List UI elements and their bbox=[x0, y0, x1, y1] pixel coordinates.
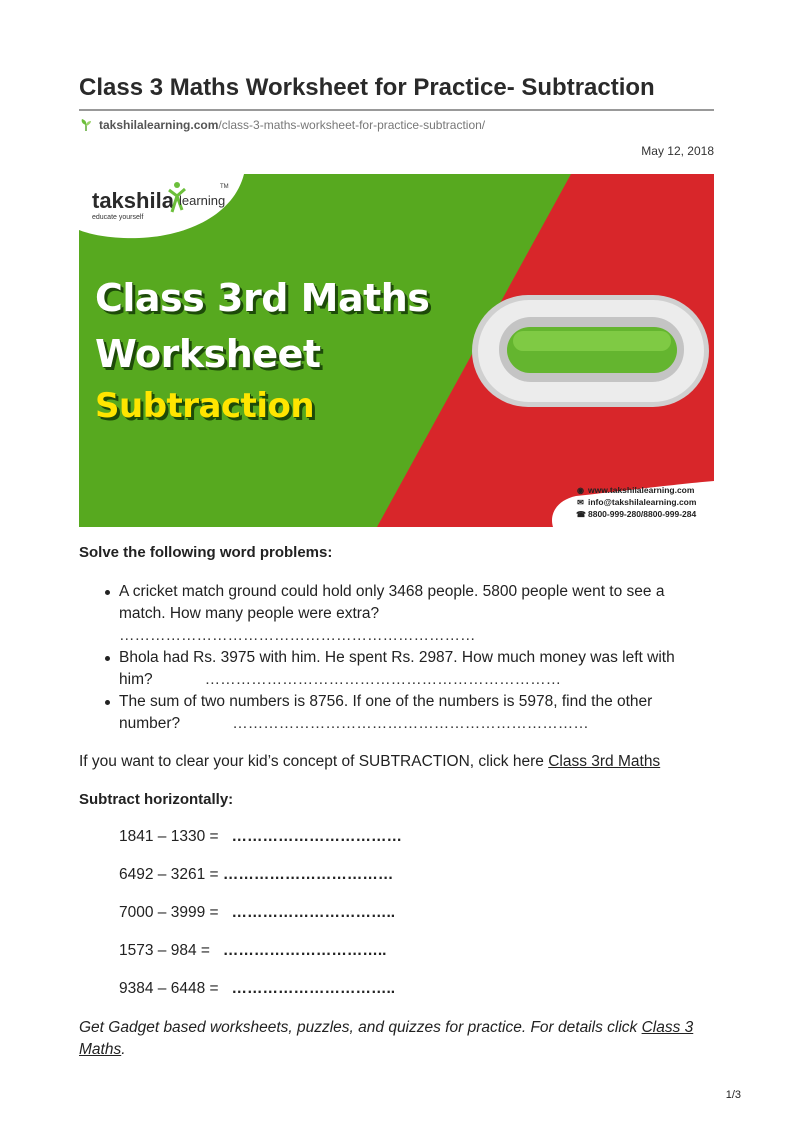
contact-email: info@takshilalearning.com bbox=[588, 497, 697, 507]
logo-tagline: educate yourself bbox=[92, 214, 144, 221]
page-title: Class 3 Maths Worksheet for Practice- Subtraction bbox=[79, 74, 655, 101]
globe-icon: ◉ bbox=[577, 485, 584, 495]
answer-dots: …………………………… bbox=[222, 866, 394, 883]
calc-expression: 1841 – 1330 = bbox=[119, 828, 232, 845]
banner-line-2: Worksheet bbox=[95, 332, 321, 376]
calc-row bbox=[119, 866, 393, 884]
answer-dots: …………………………… bbox=[231, 828, 402, 845]
answer-dots: …………………………………………………………… bbox=[119, 627, 476, 644]
answer-dots: ………………………….. bbox=[231, 980, 396, 997]
calc-expression: 1573 – 984 = bbox=[119, 942, 223, 959]
problem-text: Bhola had Rs. 3975 with him. He spent Rs. 2987. How much money was left with him? bbox=[119, 649, 675, 688]
logo-word: takshila bbox=[92, 188, 174, 213]
footer-end: . bbox=[121, 1041, 126, 1058]
banner-image bbox=[79, 174, 714, 527]
list-item bbox=[119, 581, 689, 647]
calc-row bbox=[119, 980, 395, 998]
subtract-horizontally-heading: Subtract horizontally: bbox=[79, 791, 234, 808]
problem-text: The sum of two numbers is 8756. If one of the numbers is 5978, find the other number? bbox=[119, 693, 653, 732]
contact-phone: 8800-999-280/8800-999-284 bbox=[588, 509, 697, 519]
concept-text: If you want to clear your kid’s concept of SUBTRACTION, click here bbox=[79, 753, 549, 770]
source-url[interactable] bbox=[79, 118, 485, 132]
calc-row bbox=[119, 828, 402, 846]
class-3-maths-link[interactable]: Class 3 Maths bbox=[79, 1019, 694, 1058]
answer-dots: …………………………………………………………… bbox=[232, 715, 589, 732]
calc-row bbox=[119, 942, 386, 960]
post-date: May 12, 2018 bbox=[641, 144, 714, 158]
logo-word2: learning bbox=[179, 193, 226, 208]
list-item bbox=[119, 691, 689, 735]
word-problems-heading: Solve the following word problems: bbox=[79, 544, 333, 561]
contact-web: www.takshilalearning.com bbox=[588, 485, 695, 495]
class-3rd-maths-link[interactable]: Class 3rd Maths bbox=[548, 753, 661, 770]
calc-expression: 7000 – 3999 = bbox=[119, 904, 232, 921]
title-divider bbox=[79, 109, 714, 111]
url-domain: takshilalearning.com bbox=[99, 118, 219, 132]
answer-dots: …………………………………………………………… bbox=[204, 671, 562, 688]
answer-dots: ………………………….. bbox=[231, 904, 396, 921]
concept-line bbox=[79, 751, 660, 773]
calc-row bbox=[119, 904, 395, 922]
page-number: 1/3 bbox=[725, 1089, 741, 1101]
footer-paragraph bbox=[79, 1017, 715, 1061]
problem-text: A cricket match ground could hold only 3468 people. 5800 people went to see a match. How many people were extra? bbox=[119, 583, 665, 622]
url-path: /class-3-maths-worksheet-for-practice-subtraction/ bbox=[218, 118, 486, 132]
phone-icon: ☎ bbox=[576, 509, 586, 519]
calc-expression: 6492 – 3261 = bbox=[119, 866, 223, 883]
mail-icon: ✉ bbox=[577, 497, 584, 507]
logo-tm: TM bbox=[220, 184, 229, 190]
banner-line-1: Class 3rd Maths bbox=[95, 276, 430, 320]
answer-dots: ………………………….. bbox=[222, 942, 387, 959]
word-problems-list bbox=[119, 581, 719, 735]
calc-expression: 9384 – 6448 = bbox=[119, 980, 232, 997]
leaf-icon bbox=[79, 118, 93, 132]
list-item bbox=[119, 647, 704, 691]
banner-line-3: Subtraction bbox=[95, 386, 315, 426]
takshila-logo bbox=[82, 174, 232, 234]
banner-contact bbox=[576, 484, 696, 520]
footer-text: Get Gadget based worksheets, puzzles, and quizzes for practice. For details click bbox=[79, 1019, 642, 1036]
